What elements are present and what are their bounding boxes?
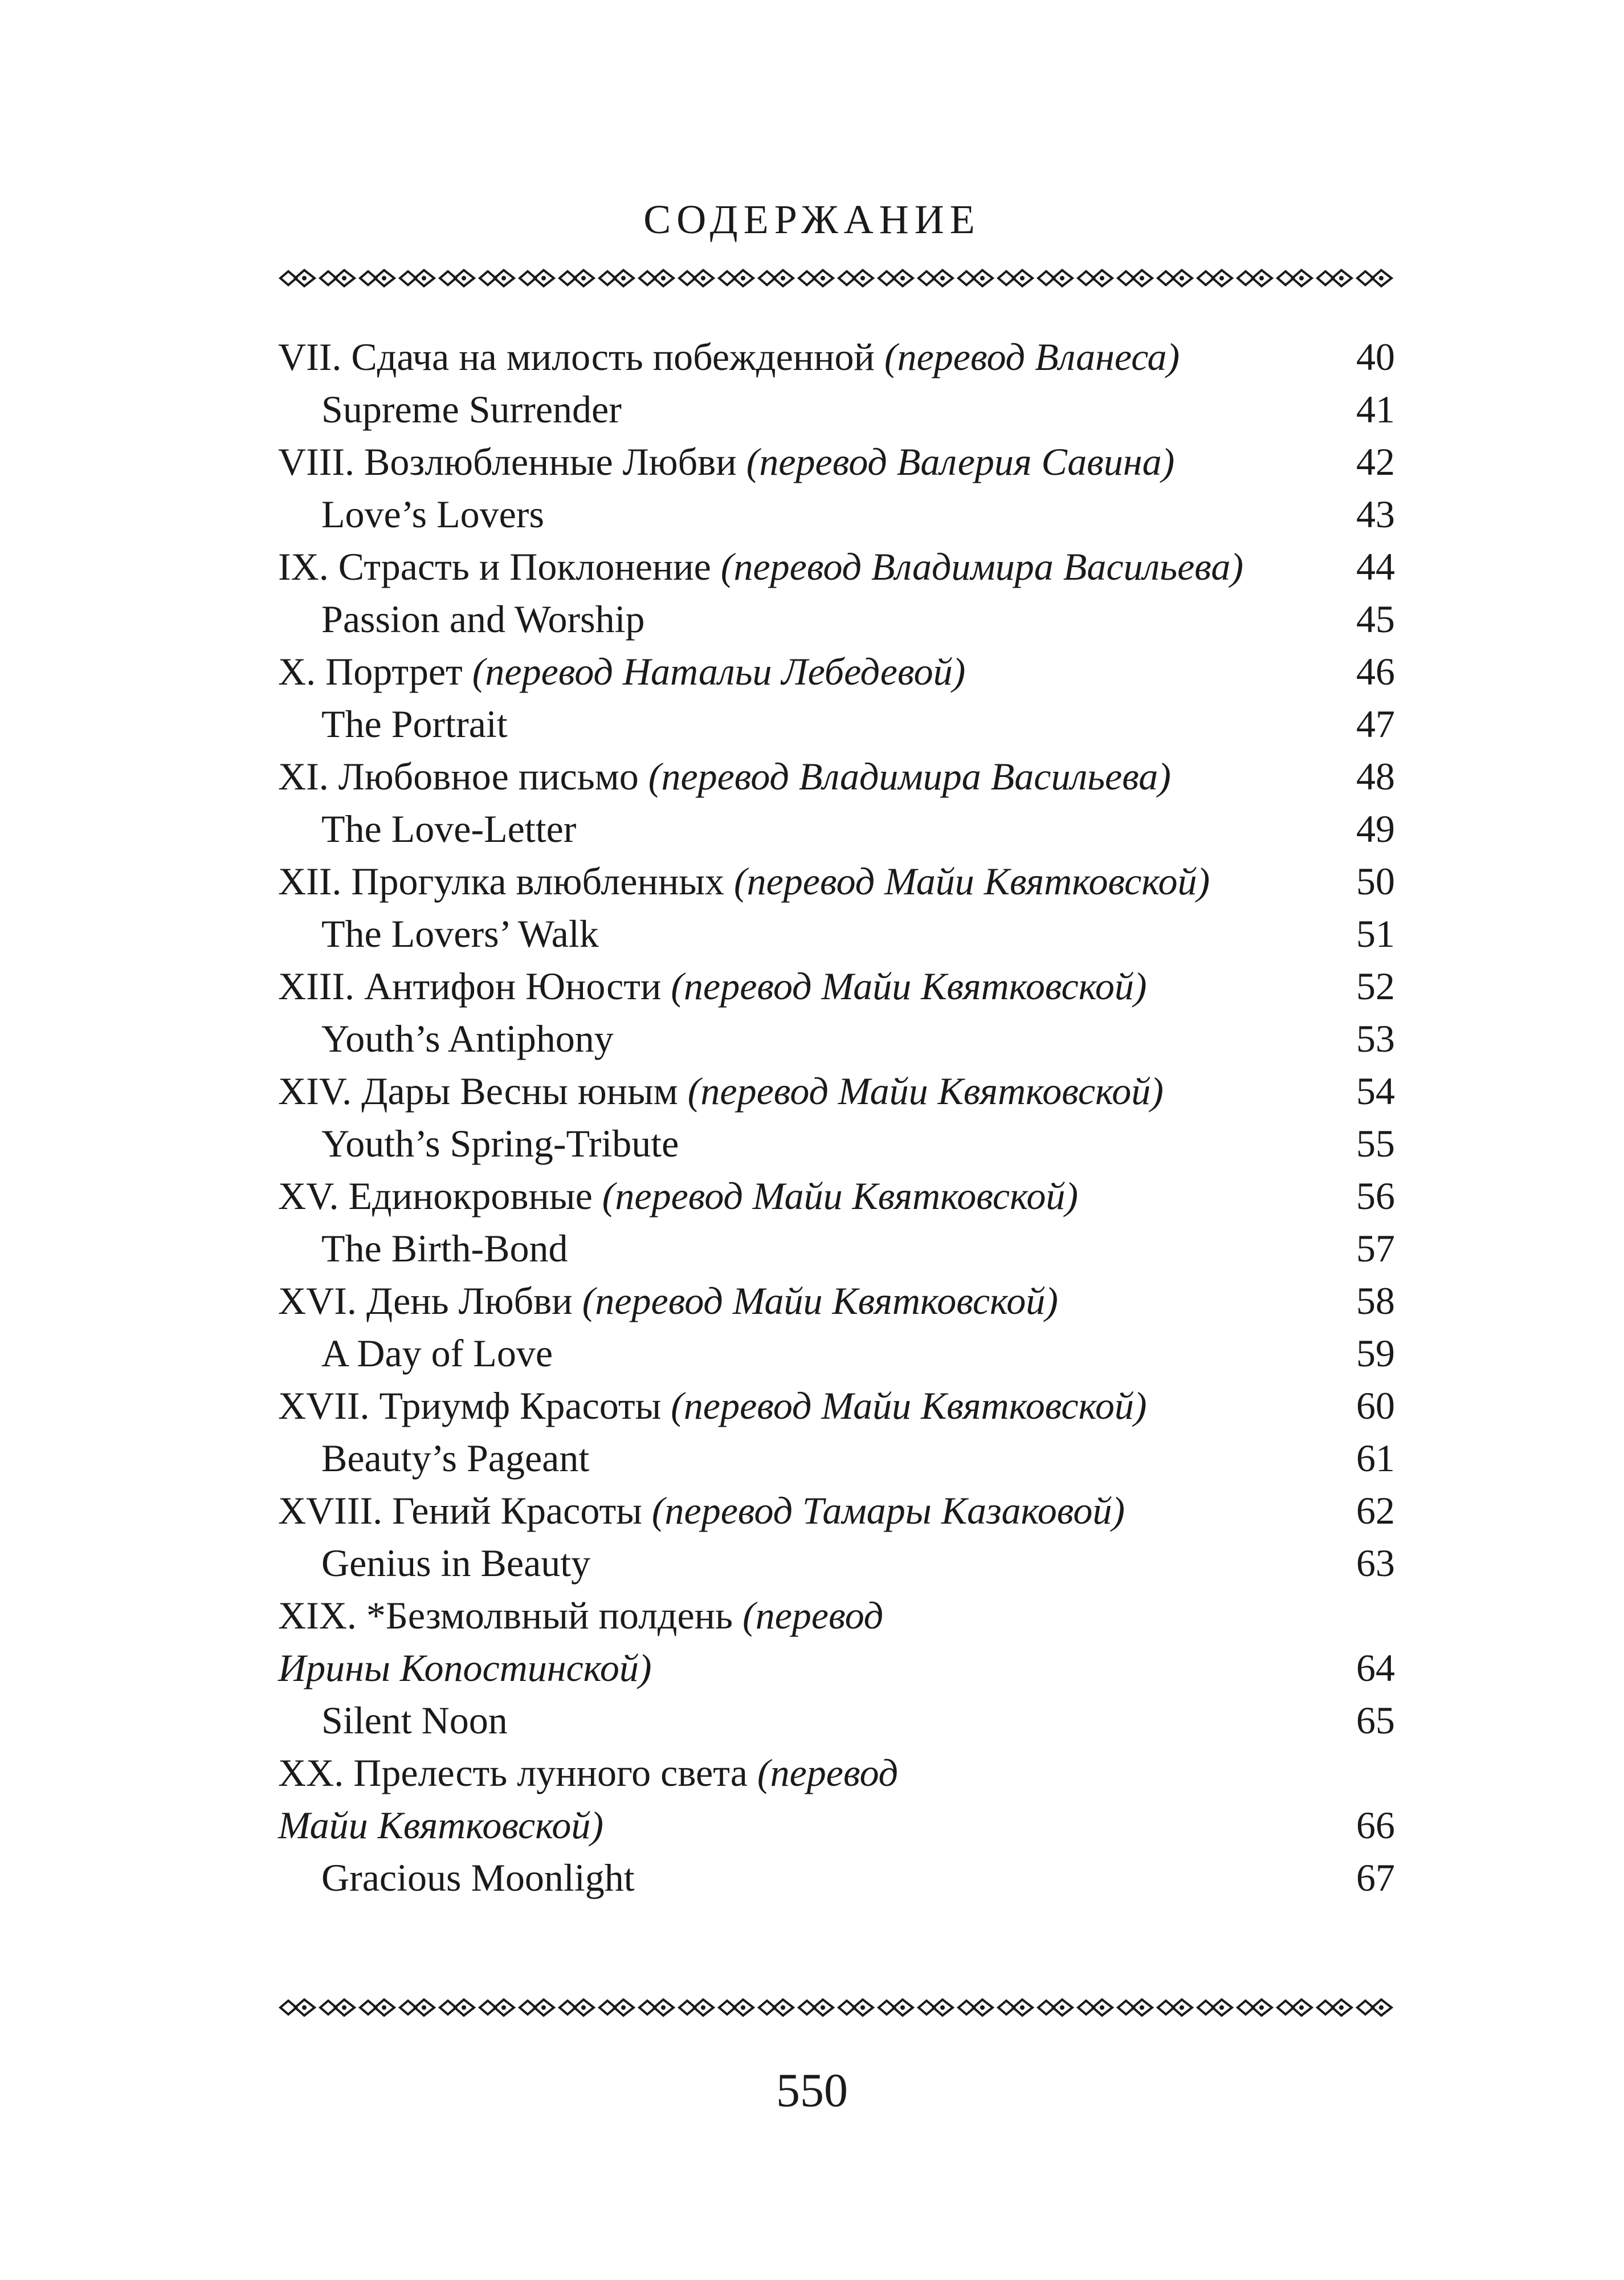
chain-link-icon	[400, 2000, 434, 2016]
toc-entry-translator: (перевод Валерия Савина)	[746, 440, 1175, 483]
chain-link-icon	[480, 2000, 514, 2016]
toc-entry-page: 54	[1356, 1069, 1395, 1113]
toc-entry-text	[278, 960, 1327, 1012]
chain-link-icon	[919, 2000, 953, 2016]
toc-entry-title: Beauty’s Pageant	[321, 1436, 590, 1480]
toc-entry-translator: (перевод Майи Квятковской)	[671, 1384, 1147, 1427]
chain-link-icon	[1278, 2000, 1312, 2016]
chain-link-icon	[1317, 2000, 1352, 2016]
toc-entry-text	[278, 540, 1327, 593]
toc-entry	[278, 750, 1395, 803]
toc-entry	[278, 1012, 1395, 1065]
toc-entry-page: 43	[1356, 492, 1395, 536]
chain-link-icon	[639, 2000, 674, 2016]
toc-entry-text	[321, 1694, 1327, 1746]
chain-link-icon	[719, 2000, 753, 2016]
chain-link-icon	[280, 2000, 315, 2016]
toc-entry-text	[278, 435, 1327, 488]
chain-link-icon	[360, 2000, 394, 2016]
toc-entry	[278, 1537, 1395, 1589]
toc-entry-page: 63	[1356, 1541, 1395, 1585]
toc-entry-title: The Birth-Bond	[321, 1227, 568, 1270]
toc-entry-title: XVIII. Гений Красоты	[278, 1489, 652, 1532]
chain-link-icon	[1198, 270, 1232, 286]
chain-link-icon	[839, 270, 873, 286]
chain-link-icon	[759, 2000, 793, 2016]
toc-entry-page: 59	[1356, 1332, 1395, 1375]
toc-entry-page: 60	[1356, 1384, 1395, 1427]
toc-entry-page: 61	[1356, 1436, 1395, 1480]
chain-link-icon	[1158, 2000, 1192, 2016]
toc-entry-text	[278, 645, 1327, 698]
chain-link-icon	[320, 2000, 354, 2016]
toc-entry-page: 65	[1356, 1699, 1395, 1742]
toc-entry	[278, 1275, 1395, 1327]
toc-entry-title: XI. Любовное письмо	[278, 755, 648, 798]
chain-link-icon	[958, 270, 993, 286]
chain-link-icon	[919, 270, 953, 286]
toc-entry-title: XVII. Триумф Красоты	[278, 1384, 671, 1427]
chain-link-icon	[440, 270, 474, 286]
toc-entry	[278, 1642, 1395, 1694]
toc-entry-text	[321, 1117, 1327, 1170]
chain-link-icon	[560, 270, 594, 286]
chain-ornament-icon	[278, 267, 1395, 290]
chain-link-icon	[1118, 2000, 1152, 2016]
toc-entry-text	[278, 750, 1327, 803]
toc-entry-translator: (перевод Тамары Казаковой)	[651, 1489, 1125, 1532]
toc-entry-translator: (перевод	[757, 1751, 899, 1794]
toc-entry	[278, 960, 1395, 1012]
toc-entry	[278, 435, 1395, 488]
toc-entry-title: A Day of Love	[321, 1332, 553, 1375]
toc-entry	[278, 1799, 1395, 1851]
chain-link-icon	[1238, 270, 1272, 286]
chain-link-icon	[1118, 270, 1152, 286]
table-of-contents	[278, 331, 1395, 1904]
toc-entry-text	[278, 1484, 1327, 1537]
chain-ornament-top	[278, 267, 1395, 290]
toc-entry-translator: (перевод Майи Квятковской)	[733, 860, 1210, 903]
chain-link-icon	[1238, 2000, 1272, 2016]
toc-entry-translator: (перевод Вланеса)	[884, 335, 1180, 378]
chain-link-icon	[1158, 270, 1192, 286]
toc-entry-text	[321, 1222, 1327, 1275]
chain-link-icon	[1198, 2000, 1232, 2016]
toc-entry	[278, 1065, 1395, 1117]
toc-entry-translator: Майи Квятковской)	[278, 1803, 604, 1847]
toc-entry-text	[321, 907, 1327, 960]
toc-entry-title: VII. Сдача на милость побежденной	[278, 335, 884, 378]
toc-entry-page: 49	[1356, 807, 1395, 850]
chain-link-icon	[799, 2000, 833, 2016]
toc-entry-text	[321, 1012, 1327, 1065]
chain-link-icon	[1078, 2000, 1112, 2016]
toc-entry-text	[321, 383, 1327, 435]
chain-link-icon	[599, 270, 634, 286]
chain-link-icon	[1038, 270, 1072, 286]
toc-entry-translator: Ирины Копостинской)	[278, 1646, 652, 1689]
toc-entry	[278, 331, 1395, 383]
toc-entry	[278, 1170, 1395, 1222]
toc-entry-text	[278, 1642, 1327, 1694]
toc-entry-text	[278, 1746, 1327, 1799]
toc-entry-text	[278, 1170, 1327, 1222]
chain-link-icon	[320, 270, 354, 286]
chain-link-icon	[520, 270, 554, 286]
chain-link-icon	[759, 270, 793, 286]
toc-entry-title: Youth’s Antiphony	[321, 1017, 614, 1060]
chain-link-icon	[480, 270, 514, 286]
toc-entry-page: 46	[1356, 650, 1395, 693]
toc-entry-page: 51	[1356, 912, 1395, 955]
toc-entry-title: X. Портрет	[278, 650, 472, 693]
toc-entry	[278, 1117, 1395, 1170]
toc-entry-title: The Lovers’ Walk	[321, 912, 599, 955]
toc-entry	[278, 1746, 1395, 1799]
chain-link-icon	[1317, 270, 1352, 286]
toc-entry-title: Genius in Beauty	[321, 1541, 591, 1585]
toc-entry-page: 56	[1356, 1174, 1395, 1218]
chain-link-icon	[679, 2000, 713, 2016]
toc-entry-text	[321, 1432, 1327, 1484]
toc-entry-text	[321, 1537, 1327, 1589]
toc-entry-translator: (перевод Владимира Васильева)	[720, 545, 1243, 588]
toc-entry	[278, 1379, 1395, 1432]
chain-ornament-icon	[278, 1996, 1395, 2019]
toc-entry-text	[321, 1327, 1327, 1379]
toc-entry-title: XII. Прогулка влюбленных	[278, 860, 734, 903]
toc-entry-title: XIV. Дары Весны юным	[278, 1069, 688, 1113]
toc-entry-text	[321, 698, 1327, 750]
chain-link-icon	[440, 2000, 474, 2016]
chain-link-icon	[958, 2000, 993, 2016]
toc-entry	[278, 1222, 1395, 1275]
toc-entry-translator: (перевод Майи Квятковской)	[687, 1069, 1164, 1113]
chain-link-icon	[879, 2000, 913, 2016]
toc-entry-text	[278, 855, 1327, 907]
toc-entry-text	[278, 1065, 1327, 1117]
toc-entry-text	[321, 488, 1327, 540]
toc-entry-page: 42	[1356, 440, 1395, 483]
toc-entry-text	[278, 1799, 1327, 1851]
chain-link-icon	[1278, 270, 1312, 286]
toc-entry-title: Passion and Worship	[321, 597, 645, 641]
toc-entry-title: Youth’s Spring-Tribute	[321, 1122, 679, 1165]
toc-entry-page: 40	[1356, 335, 1395, 378]
toc-entry-page: 53	[1356, 1017, 1395, 1060]
toc-entry-title: XIX. *Безмолвный полдень	[278, 1594, 743, 1637]
toc-entry-page: 52	[1356, 964, 1395, 1008]
toc-entry-translator: (перевод	[742, 1594, 884, 1637]
toc-entry	[278, 540, 1395, 593]
toc-entry	[278, 907, 1395, 960]
toc-entry-page: 62	[1356, 1489, 1395, 1532]
toc-entry-page: 41	[1356, 388, 1395, 431]
toc-entry-translator: (перевод Майи Квятковской)	[582, 1279, 1058, 1322]
chain-link-icon	[280, 270, 315, 286]
toc-entry	[278, 1484, 1395, 1537]
chain-link-icon	[1357, 270, 1392, 286]
toc-entry-page: 57	[1356, 1227, 1395, 1270]
chain-link-icon	[360, 270, 394, 286]
chain-link-icon	[599, 2000, 634, 2016]
chain-link-icon	[879, 270, 913, 286]
toc-entry-text	[321, 803, 1327, 855]
chain-link-icon	[560, 2000, 594, 2016]
toc-entry	[278, 593, 1395, 645]
chain-link-icon	[679, 270, 713, 286]
toc-entry-page: 47	[1356, 702, 1395, 746]
toc-entry	[278, 1694, 1395, 1746]
toc-entry-page: 64	[1356, 1646, 1395, 1689]
toc-entry-text	[278, 1275, 1327, 1327]
page-title: СОДЕРЖАНИЕ	[643, 197, 981, 242]
toc-entry-page: 45	[1356, 597, 1395, 641]
toc-entry-translator: (перевод Майи Квятковской)	[602, 1174, 1078, 1218]
chain-ornament-bottom	[278, 1996, 1395, 2019]
toc-entry	[278, 383, 1395, 435]
toc-entry-title: Love’s Lovers	[321, 492, 544, 536]
toc-entry-text	[278, 331, 1327, 383]
toc-entry-text	[321, 593, 1327, 645]
toc-entry-title: IX. Страсть и Поклонение	[278, 545, 721, 588]
toc-entry-page: 67	[1356, 1856, 1395, 1899]
chain-link-icon	[719, 270, 753, 286]
toc-entry-page: 55	[1356, 1122, 1395, 1165]
toc-entry	[278, 1327, 1395, 1379]
toc-entry-translator: (перевод Владимира Васильева)	[648, 755, 1171, 798]
toc-entry-translator: (перевод Майи Квятковской)	[671, 964, 1147, 1008]
toc-entry-translator: (перевод Натальи Лебедевой)	[472, 650, 966, 693]
chain-link-icon	[839, 2000, 873, 2016]
toc-entry-page: 58	[1356, 1279, 1395, 1322]
chain-link-icon	[998, 2000, 1033, 2016]
toc-entry-page: 50	[1356, 860, 1395, 903]
toc-entry-text	[321, 1851, 1327, 1904]
toc-entry-title: Supreme Surrender	[321, 388, 622, 431]
toc-entry-title: VIII. Возлюбленные Любви	[278, 440, 746, 483]
chain-link-icon	[998, 270, 1033, 286]
chain-link-icon	[400, 270, 434, 286]
page-number: 550	[776, 2064, 848, 2117]
toc-entry	[278, 1589, 1395, 1642]
toc-entry-text	[278, 1379, 1327, 1432]
chain-link-icon	[639, 270, 674, 286]
toc-entry-title: The Portrait	[321, 702, 508, 746]
chain-link-icon	[799, 270, 833, 286]
toc-entry	[278, 488, 1395, 540]
toc-entry-page: 44	[1356, 545, 1395, 588]
toc-entry-title: Silent Noon	[321, 1699, 508, 1742]
toc-entry	[278, 855, 1395, 907]
toc-entry-page: 66	[1356, 1803, 1395, 1847]
toc-entry-title: Gracious Moonlight	[321, 1856, 635, 1899]
toc-entry-title: XIII. Антифон Юности	[278, 964, 671, 1008]
toc-entry-title: XX. Прелесть лунного света	[278, 1751, 757, 1794]
toc-entry-title: XV. Единокровные	[278, 1174, 602, 1218]
chain-link-icon	[520, 2000, 554, 2016]
chain-link-icon	[1357, 2000, 1392, 2016]
chain-link-icon	[1038, 2000, 1072, 2016]
toc-entry	[278, 1432, 1395, 1484]
toc-entry	[278, 698, 1395, 750]
toc-entry-title: XVI. День Любви	[278, 1279, 582, 1322]
toc-entry	[278, 645, 1395, 698]
toc-entry	[278, 803, 1395, 855]
toc-entry-text	[278, 1589, 1327, 1642]
toc-entry-page: 48	[1356, 755, 1395, 798]
toc-entry-title: The Love-Letter	[321, 807, 577, 850]
chain-link-icon	[1078, 270, 1112, 286]
toc-entry	[278, 1851, 1395, 1904]
